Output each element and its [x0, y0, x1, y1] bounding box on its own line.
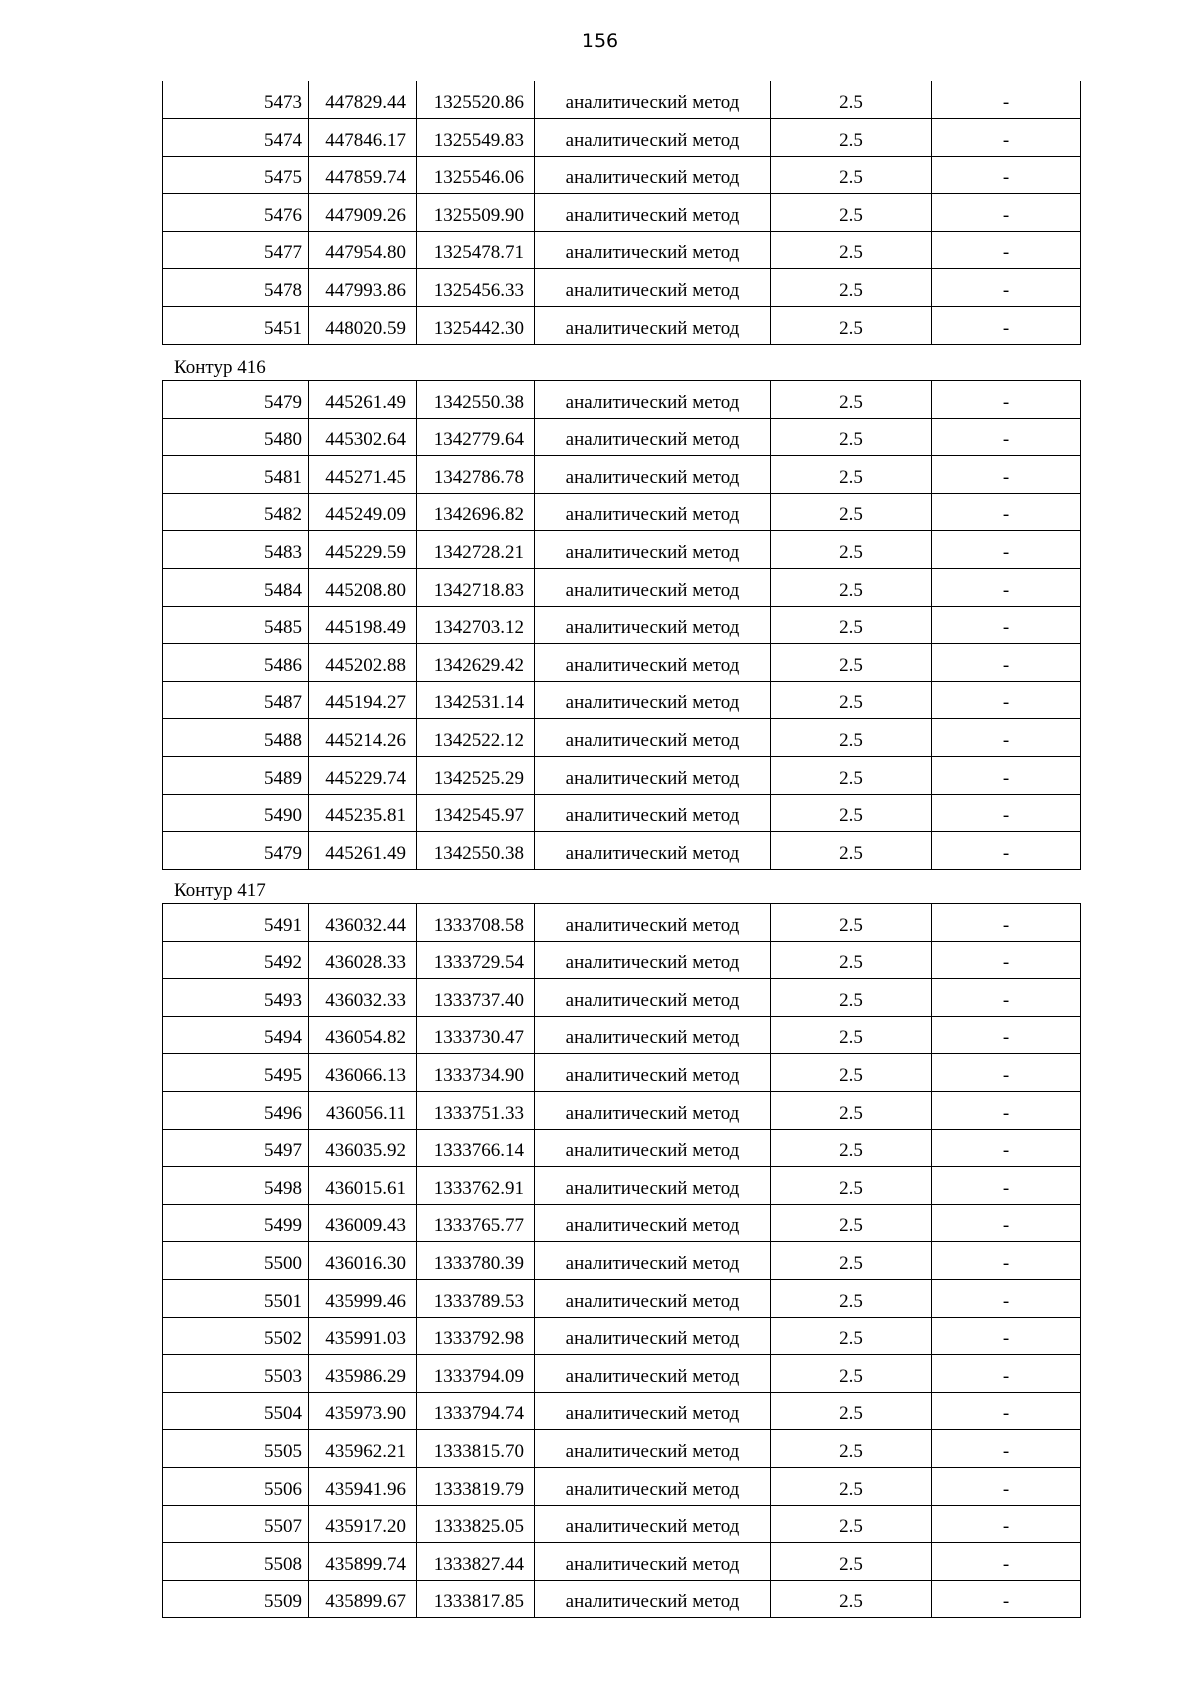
x-coordinate-cell: 445229.74 — [309, 756, 417, 794]
note-cell: - — [932, 1129, 1081, 1167]
method-cell: аналитический метод — [535, 1054, 771, 1092]
table-row — [163, 231, 1081, 269]
y-coordinate-cell: 1333780.39 — [417, 1242, 535, 1280]
accuracy-cell: 2.5 — [771, 1279, 932, 1317]
contour-416-block — [162, 380, 1080, 870]
method-cell: аналитический метод — [535, 568, 771, 606]
point-number-cell: 5488 — [163, 719, 309, 757]
note-cell: - — [932, 1543, 1081, 1581]
method-cell: аналитический метод — [535, 794, 771, 832]
table-row — [163, 119, 1081, 157]
accuracy-cell: 2.5 — [771, 1505, 932, 1543]
table-row — [163, 644, 1081, 682]
contour-label-417: Контур 417 — [174, 880, 266, 901]
x-coordinate-cell: 436028.33 — [309, 941, 417, 979]
accuracy-cell: 2.5 — [771, 119, 932, 157]
point-number-cell: 5502 — [163, 1317, 309, 1355]
accuracy-cell: 2.5 — [771, 493, 932, 531]
x-coordinate-cell: 436032.44 — [309, 904, 417, 942]
y-coordinate-cell: 1342696.82 — [417, 493, 535, 531]
note-cell: - — [932, 1355, 1081, 1393]
x-coordinate-cell: 445235.81 — [309, 794, 417, 832]
contour-label-416: Контур 416 — [174, 357, 266, 378]
method-cell: аналитический метод — [535, 756, 771, 794]
accuracy-cell: 2.5 — [771, 1430, 932, 1468]
table-row — [163, 1279, 1081, 1317]
table-row — [163, 681, 1081, 719]
table-row — [163, 1505, 1081, 1543]
point-number-cell: 5507 — [163, 1505, 309, 1543]
y-coordinate-cell: 1333792.98 — [417, 1317, 535, 1355]
y-coordinate-cell: 1342718.83 — [417, 568, 535, 606]
method-cell: аналитический метод — [535, 1467, 771, 1505]
x-coordinate-cell: 445229.59 — [309, 531, 417, 569]
coordinates-table — [162, 903, 1081, 1618]
method-cell: аналитический метод — [535, 381, 771, 419]
note-cell: - — [932, 719, 1081, 757]
method-cell: аналитический метод — [535, 1016, 771, 1054]
accuracy-cell: 2.5 — [771, 979, 932, 1017]
x-coordinate-cell: 435986.29 — [309, 1355, 417, 1393]
y-coordinate-cell: 1325549.83 — [417, 119, 535, 157]
accuracy-cell: 2.5 — [771, 832, 932, 870]
y-coordinate-cell: 1333766.14 — [417, 1129, 535, 1167]
y-coordinate-cell: 1333729.54 — [417, 941, 535, 979]
x-coordinate-cell: 435962.21 — [309, 1430, 417, 1468]
y-coordinate-cell: 1342550.38 — [417, 381, 535, 419]
note-cell: - — [932, 119, 1081, 157]
table-row — [163, 156, 1081, 194]
method-cell: аналитический метод — [535, 904, 771, 942]
point-number-cell: 5473 — [163, 81, 309, 119]
table-row — [163, 1167, 1081, 1205]
y-coordinate-cell: 1333765.77 — [417, 1204, 535, 1242]
table-row — [163, 606, 1081, 644]
x-coordinate-cell: 435991.03 — [309, 1317, 417, 1355]
x-coordinate-cell: 447993.86 — [309, 269, 417, 307]
y-coordinate-cell: 1325509.90 — [417, 194, 535, 232]
note-cell: - — [932, 904, 1081, 942]
note-cell: - — [932, 568, 1081, 606]
table-row — [163, 756, 1081, 794]
table-row — [163, 904, 1081, 942]
table-row — [163, 1054, 1081, 1092]
point-number-cell: 5501 — [163, 1279, 309, 1317]
x-coordinate-cell: 448020.59 — [309, 307, 417, 345]
method-cell: аналитический метод — [535, 1091, 771, 1129]
method-cell: аналитический метод — [535, 681, 771, 719]
point-number-cell: 5478 — [163, 269, 309, 307]
note-cell: - — [932, 1392, 1081, 1430]
point-number-cell: 5494 — [163, 1016, 309, 1054]
table-row — [163, 1580, 1081, 1618]
accuracy-cell: 2.5 — [771, 307, 932, 345]
point-number-cell: 5474 — [163, 119, 309, 157]
table-row — [163, 832, 1081, 870]
point-number-cell: 5495 — [163, 1054, 309, 1092]
method-cell: аналитический метод — [535, 119, 771, 157]
y-coordinate-cell: 1325478.71 — [417, 231, 535, 269]
point-number-cell: 5483 — [163, 531, 309, 569]
note-cell: - — [932, 644, 1081, 682]
method-cell: аналитический метод — [535, 456, 771, 494]
accuracy-cell: 2.5 — [771, 644, 932, 682]
y-coordinate-cell: 1333825.05 — [417, 1505, 535, 1543]
table-row — [163, 1355, 1081, 1393]
table-row — [163, 794, 1081, 832]
method-cell: аналитический метод — [535, 307, 771, 345]
y-coordinate-cell: 1333762.91 — [417, 1167, 535, 1205]
accuracy-cell: 2.5 — [771, 231, 932, 269]
y-coordinate-cell: 1333730.47 — [417, 1016, 535, 1054]
x-coordinate-cell: 435941.96 — [309, 1467, 417, 1505]
method-cell: аналитический метод — [535, 1279, 771, 1317]
method-cell: аналитический метод — [535, 1242, 771, 1280]
accuracy-cell: 2.5 — [771, 1467, 932, 1505]
note-cell: - — [932, 418, 1081, 456]
method-cell: аналитический метод — [535, 156, 771, 194]
method-cell: аналитический метод — [535, 418, 771, 456]
point-number-cell: 5484 — [163, 568, 309, 606]
table-row — [163, 1016, 1081, 1054]
accuracy-cell: 2.5 — [771, 1242, 932, 1280]
x-coordinate-cell: 435973.90 — [309, 1392, 417, 1430]
note-cell: - — [932, 979, 1081, 1017]
point-number-cell: 5475 — [163, 156, 309, 194]
point-number-cell: 5486 — [163, 644, 309, 682]
y-coordinate-cell: 1333819.79 — [417, 1467, 535, 1505]
accuracy-cell: 2.5 — [771, 194, 932, 232]
table-row — [163, 1091, 1081, 1129]
x-coordinate-cell: 436056.11 — [309, 1091, 417, 1129]
accuracy-cell: 2.5 — [771, 681, 932, 719]
table-row — [163, 568, 1081, 606]
y-coordinate-cell: 1325456.33 — [417, 269, 535, 307]
point-number-cell: 5479 — [163, 832, 309, 870]
table-row — [163, 1317, 1081, 1355]
table-row — [163, 81, 1081, 119]
table-row — [163, 269, 1081, 307]
x-coordinate-cell: 436009.43 — [309, 1204, 417, 1242]
accuracy-cell: 2.5 — [771, 1317, 932, 1355]
note-cell: - — [932, 1016, 1081, 1054]
point-number-cell: 5508 — [163, 1543, 309, 1581]
note-cell: - — [932, 269, 1081, 307]
table-row — [163, 1242, 1081, 1280]
point-number-cell: 5480 — [163, 418, 309, 456]
x-coordinate-cell: 435899.67 — [309, 1580, 417, 1618]
y-coordinate-cell: 1325442.30 — [417, 307, 535, 345]
x-coordinate-cell: 436015.61 — [309, 1167, 417, 1205]
point-number-cell: 5498 — [163, 1167, 309, 1205]
note-cell: - — [932, 941, 1081, 979]
point-number-cell: 5505 — [163, 1430, 309, 1468]
y-coordinate-cell: 1325520.86 — [417, 81, 535, 119]
method-cell: аналитический метод — [535, 644, 771, 682]
accuracy-cell: 2.5 — [771, 456, 932, 494]
point-number-cell: 5481 — [163, 456, 309, 494]
note-cell: - — [932, 1430, 1081, 1468]
accuracy-cell: 2.5 — [771, 756, 932, 794]
x-coordinate-cell: 435999.46 — [309, 1279, 417, 1317]
table-row — [163, 456, 1081, 494]
point-number-cell: 5503 — [163, 1355, 309, 1393]
table-row — [163, 1204, 1081, 1242]
accuracy-cell: 2.5 — [771, 81, 932, 119]
note-cell: - — [932, 194, 1081, 232]
accuracy-cell: 2.5 — [771, 606, 932, 644]
accuracy-cell: 2.5 — [771, 941, 932, 979]
accuracy-cell: 2.5 — [771, 156, 932, 194]
x-coordinate-cell: 436035.92 — [309, 1129, 417, 1167]
table-row — [163, 493, 1081, 531]
note-cell: - — [932, 1317, 1081, 1355]
note-cell: - — [932, 81, 1081, 119]
accuracy-cell: 2.5 — [771, 418, 932, 456]
accuracy-cell: 2.5 — [771, 904, 932, 942]
y-coordinate-cell: 1333737.40 — [417, 979, 535, 1017]
note-cell: - — [932, 1505, 1081, 1543]
table-row — [163, 418, 1081, 456]
table-row — [163, 719, 1081, 757]
y-coordinate-cell: 1342545.97 — [417, 794, 535, 832]
point-number-cell: 5509 — [163, 1580, 309, 1618]
contour-417-block — [162, 903, 1080, 1618]
coordinates-table-continued — [162, 81, 1080, 345]
table-row — [163, 194, 1081, 232]
note-cell: - — [932, 381, 1081, 419]
method-cell: аналитический метод — [535, 941, 771, 979]
method-cell: аналитический метод — [535, 1129, 771, 1167]
point-number-cell: 5496 — [163, 1091, 309, 1129]
note-cell: - — [932, 794, 1081, 832]
note-cell: - — [932, 1167, 1081, 1205]
note-cell: - — [932, 531, 1081, 569]
method-cell: аналитический метод — [535, 1505, 771, 1543]
table-row — [163, 1430, 1081, 1468]
coordinates-table — [162, 380, 1081, 870]
point-number-cell: 5490 — [163, 794, 309, 832]
method-cell: аналитический метод — [535, 81, 771, 119]
accuracy-cell: 2.5 — [771, 381, 932, 419]
method-cell: аналитический метод — [535, 719, 771, 757]
x-coordinate-cell: 445302.64 — [309, 418, 417, 456]
point-number-cell: 5479 — [163, 381, 309, 419]
x-coordinate-cell: 445208.80 — [309, 568, 417, 606]
y-coordinate-cell: 1325546.06 — [417, 156, 535, 194]
table-row — [163, 307, 1081, 345]
accuracy-cell: 2.5 — [771, 1204, 932, 1242]
accuracy-cell: 2.5 — [771, 1355, 932, 1393]
note-cell: - — [932, 1279, 1081, 1317]
accuracy-cell: 2.5 — [771, 1580, 932, 1618]
x-coordinate-cell: 436054.82 — [309, 1016, 417, 1054]
note-cell: - — [932, 1204, 1081, 1242]
point-number-cell: 5476 — [163, 194, 309, 232]
table-row — [163, 381, 1081, 419]
table-row — [163, 1543, 1081, 1581]
y-coordinate-cell: 1333794.74 — [417, 1392, 535, 1430]
y-coordinate-cell: 1333751.33 — [417, 1091, 535, 1129]
x-coordinate-cell: 447846.17 — [309, 119, 417, 157]
note-cell: - — [932, 493, 1081, 531]
note-cell: - — [932, 1242, 1081, 1280]
method-cell: аналитический метод — [535, 1355, 771, 1393]
method-cell: аналитический метод — [535, 493, 771, 531]
method-cell: аналитический метод — [535, 194, 771, 232]
note-cell: - — [932, 456, 1081, 494]
method-cell: аналитический метод — [535, 1167, 771, 1205]
x-coordinate-cell: 445271.45 — [309, 456, 417, 494]
method-cell: аналитический метод — [535, 979, 771, 1017]
accuracy-cell: 2.5 — [771, 1091, 932, 1129]
point-number-cell: 5477 — [163, 231, 309, 269]
method-cell: аналитический метод — [535, 1543, 771, 1581]
y-coordinate-cell: 1333734.90 — [417, 1054, 535, 1092]
x-coordinate-cell: 445249.09 — [309, 493, 417, 531]
note-cell: - — [932, 832, 1081, 870]
y-coordinate-cell: 1333827.44 — [417, 1543, 535, 1581]
note-cell: - — [932, 156, 1081, 194]
method-cell: аналитический метод — [535, 1204, 771, 1242]
x-coordinate-cell: 445198.49 — [309, 606, 417, 644]
note-cell: - — [932, 1054, 1081, 1092]
x-coordinate-cell: 436016.30 — [309, 1242, 417, 1280]
y-coordinate-cell: 1342728.21 — [417, 531, 535, 569]
point-number-cell: 5504 — [163, 1392, 309, 1430]
table-row — [163, 531, 1081, 569]
note-cell: - — [932, 756, 1081, 794]
x-coordinate-cell: 435899.74 — [309, 1543, 417, 1581]
y-coordinate-cell: 1342703.12 — [417, 606, 535, 644]
point-number-cell: 5491 — [163, 904, 309, 942]
x-coordinate-cell: 445261.49 — [309, 381, 417, 419]
y-coordinate-cell: 1342522.12 — [417, 719, 535, 757]
method-cell: аналитический метод — [535, 231, 771, 269]
note-cell: - — [932, 1467, 1081, 1505]
method-cell: аналитический метод — [535, 1580, 771, 1618]
table-row — [163, 1392, 1081, 1430]
x-coordinate-cell: 447829.44 — [309, 81, 417, 119]
point-number-cell: 5489 — [163, 756, 309, 794]
note-cell: - — [932, 606, 1081, 644]
coordinates-table — [162, 81, 1081, 345]
accuracy-cell: 2.5 — [771, 1167, 932, 1205]
note-cell: - — [932, 681, 1081, 719]
accuracy-cell: 2.5 — [771, 568, 932, 606]
table-row — [163, 1129, 1081, 1167]
y-coordinate-cell: 1333794.09 — [417, 1355, 535, 1393]
method-cell: аналитический метод — [535, 1392, 771, 1430]
point-number-cell: 5497 — [163, 1129, 309, 1167]
method-cell: аналитический метод — [535, 1430, 771, 1468]
table-row — [163, 979, 1081, 1017]
point-number-cell: 5493 — [163, 979, 309, 1017]
x-coordinate-cell: 435917.20 — [309, 1505, 417, 1543]
table-row — [163, 1467, 1081, 1505]
y-coordinate-cell: 1342531.14 — [417, 681, 535, 719]
x-coordinate-cell: 436032.33 — [309, 979, 417, 1017]
y-coordinate-cell: 1333817.85 — [417, 1580, 535, 1618]
x-coordinate-cell: 445202.88 — [309, 644, 417, 682]
accuracy-cell: 2.5 — [771, 1016, 932, 1054]
accuracy-cell: 2.5 — [771, 1129, 932, 1167]
method-cell: аналитический метод — [535, 269, 771, 307]
y-coordinate-cell: 1342786.78 — [417, 456, 535, 494]
method-cell: аналитический метод — [535, 531, 771, 569]
x-coordinate-cell: 447954.80 — [309, 231, 417, 269]
note-cell: - — [932, 1580, 1081, 1618]
x-coordinate-cell: 447859.74 — [309, 156, 417, 194]
point-number-cell: 5487 — [163, 681, 309, 719]
y-coordinate-cell: 1333815.70 — [417, 1430, 535, 1468]
accuracy-cell: 2.5 — [771, 794, 932, 832]
note-cell: - — [932, 231, 1081, 269]
point-number-cell: 5485 — [163, 606, 309, 644]
y-coordinate-cell: 1342779.64 — [417, 418, 535, 456]
x-coordinate-cell: 436066.13 — [309, 1054, 417, 1092]
method-cell: аналитический метод — [535, 606, 771, 644]
note-cell: - — [932, 307, 1081, 345]
method-cell: аналитический метод — [535, 832, 771, 870]
x-coordinate-cell: 447909.26 — [309, 194, 417, 232]
accuracy-cell: 2.5 — [771, 719, 932, 757]
point-number-cell: 5451 — [163, 307, 309, 345]
point-number-cell: 5500 — [163, 1242, 309, 1280]
y-coordinate-cell: 1333789.53 — [417, 1279, 535, 1317]
x-coordinate-cell: 445261.49 — [309, 832, 417, 870]
note-cell: - — [932, 1091, 1081, 1129]
y-coordinate-cell: 1342550.38 — [417, 832, 535, 870]
point-number-cell: 5506 — [163, 1467, 309, 1505]
y-coordinate-cell: 1342629.42 — [417, 644, 535, 682]
y-coordinate-cell: 1333708.58 — [417, 904, 535, 942]
method-cell: аналитический метод — [535, 1317, 771, 1355]
point-number-cell: 5482 — [163, 493, 309, 531]
accuracy-cell: 2.5 — [771, 1054, 932, 1092]
point-number-cell: 5499 — [163, 1204, 309, 1242]
x-coordinate-cell: 445194.27 — [309, 681, 417, 719]
x-coordinate-cell: 445214.26 — [309, 719, 417, 757]
table-row — [163, 941, 1081, 979]
accuracy-cell: 2.5 — [771, 1543, 932, 1581]
accuracy-cell: 2.5 — [771, 531, 932, 569]
point-number-cell: 5492 — [163, 941, 309, 979]
accuracy-cell: 2.5 — [771, 1392, 932, 1430]
y-coordinate-cell: 1342525.29 — [417, 756, 535, 794]
page-number: 156 — [581, 30, 619, 52]
accuracy-cell: 2.5 — [771, 269, 932, 307]
